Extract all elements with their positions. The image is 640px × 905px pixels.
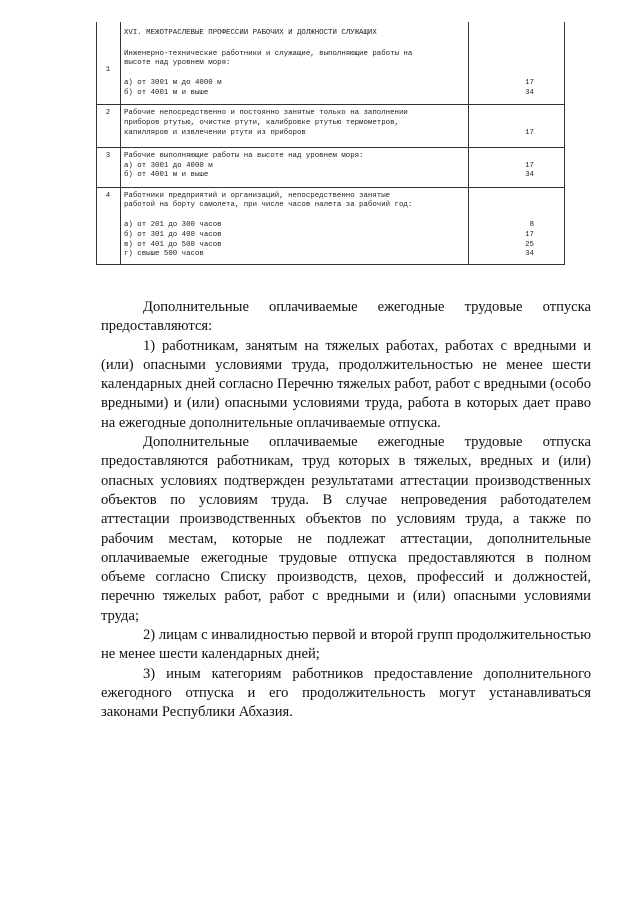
row-divider <box>96 187 565 188</box>
row-text: б) от 4001 м и выше <box>124 89 209 97</box>
table-border-num <box>120 22 121 265</box>
row-value: 17 <box>525 79 534 87</box>
body-text <box>101 298 591 723</box>
row-text: приборов ртутью, очистке ртути, калибровке ртутью термометров, <box>124 119 399 127</box>
row-value: 17 <box>525 129 534 137</box>
row-divider <box>96 104 565 105</box>
paragraph: 1) работникам, занятым на тяжелых работах, работах с вредными и (или) опасными условиями труда, продолжительностью не менее шести календарных дней согласно Перечню тяжелых работ, работ с вредными (особо вредными) и (или) опасными условиями труда, работа в которых дает право на ежегодные дополнительные оплачиваемые отпуска. <box>101 337 591 431</box>
row-value: 8 <box>529 221 534 229</box>
leave-table <box>96 22 565 265</box>
paragraph: Дополнительные оплачиваемые ежегодные трудовые отпуска предоставляются работникам, труд которых в тяжелых, вредных и (или) опасных условиях подтвержден результатами аттестации производственных объектов по условиям труда. В случае непроведения работодателем аттестации производственных объектов по условиям труда, а также по рабочим местам, которые не подлежат аттестации, дополнительные оплачиваемые ежегодные трудовые отпуска предоставляются в полном объеме согласно Списку производств, цехов, профессий и должностей, перечню тяжелых работ, работ с вредными и (или) опасными условиями труда; <box>101 434 591 624</box>
row-text: капилляров и извлечении ртути из приборов <box>124 129 306 137</box>
row-value: 17 <box>525 162 534 170</box>
row-value: 25 <box>525 241 534 249</box>
row-text: работой на борту самолета, при числе часов налета за рабочий год: <box>124 201 413 209</box>
paragraph: 2) лицам с инвалидностью первой и второй групп продолжительностью не менее шести календарных дней; <box>101 627 591 663</box>
paragraph: Дополнительные оплачиваемые ежегодные трудовые отпуска предоставляются: <box>101 299 591 335</box>
row-text: б) от 301 до 400 часов <box>124 231 222 239</box>
row-text: г) свыше 500 часов <box>124 250 204 258</box>
row-text: Рабочие непосредственно и постоянно занятые только на заполнении <box>124 109 408 117</box>
row-value: 34 <box>525 250 534 258</box>
row-text: Инженерно-технические работники и служащие, выполняющие работы на <box>124 50 413 58</box>
section-title: XVI. МЕЖОТРАСЛЕВЫЕ ПРОФЕССИИ РАБОЧИХ И ДОЛЖНОСТИ СЛУЖАЩИХ <box>124 29 377 37</box>
row-number: 4 <box>105 192 111 200</box>
row-value: 34 <box>525 89 534 97</box>
row-number: 3 <box>105 152 111 160</box>
table-border-right <box>564 22 565 265</box>
table-border-left <box>96 22 97 265</box>
row-text: Работники предприятий и организаций, непосредственно занятые <box>124 192 391 200</box>
paragraph: 3) иным категориям работников предоставление дополнительного ежегодного отпуска и его продолжительность могут устанавливаться законами Республики Абхазия. <box>101 665 591 721</box>
row-number: 2 <box>105 109 111 117</box>
row-number: 1 <box>105 66 111 74</box>
row-text: а) от 3001 м до 4000 м <box>124 79 222 87</box>
row-value: 34 <box>525 171 534 179</box>
table-border-value <box>468 22 469 265</box>
row-divider <box>96 147 565 148</box>
row-text: высоте над уровнем моря: <box>124 59 231 67</box>
row-text: а) от 201 до 300 часов <box>124 221 222 229</box>
row-text: а) от 3001 до 4000 м <box>124 162 213 170</box>
row-text: б) от 4001 м и выше <box>124 171 209 179</box>
table-border-bottom <box>96 264 565 265</box>
row-text: Рабочие выполняющие работы на высоте над уровнем моря: <box>124 152 364 160</box>
row-text: в) от 401 до 500 часов <box>124 241 222 249</box>
row-value: 17 <box>525 231 534 239</box>
